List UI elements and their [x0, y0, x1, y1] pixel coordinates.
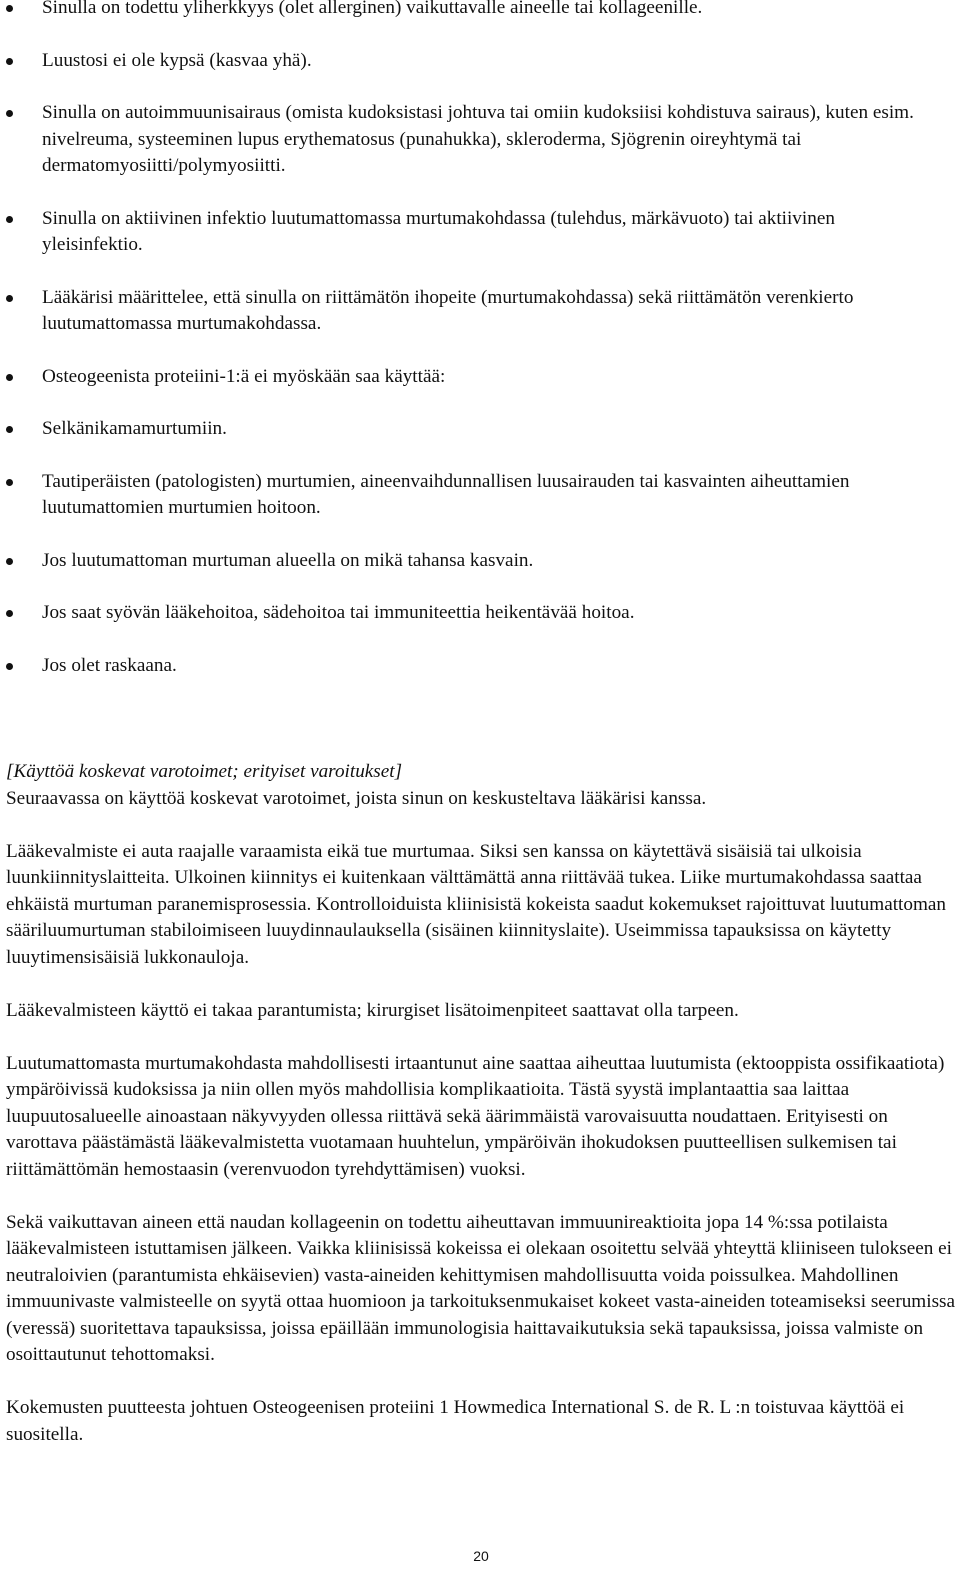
list-item: Jos saat syövän lääkehoitoa, sädehoitoa tai immuniteettia heikentävää hoitoa. — [0, 600, 960, 627]
list-item: Sinulla on autoimmuunisairaus (omista kudoksistasi johtuva tai omiin kudoksiisi kohdistuva sairaus), kuten esim. nivelreuma, systeeminen lupus erythematosus (punahukka), skleroderma, Sjögrenin oireyhtymä tai dermatomyosiitti/polymyosiitti. — [0, 100, 960, 180]
list-item: Tautiperäisten (patologisten) murtumien, aineenvaihdunnallisen luusairauden tai kasvainten aiheuttamien luutumattomien murtumien hoitoon. — [0, 469, 960, 522]
paragraph: Luutumattomasta murtumakohdasta mahdollisesti irtaantunut aine saattaa aiheuttaa luutumista (ektooppista ossifikaatiota) ympäröivissä kudoksissa ja niin ollen myös mahdollisia komplikaatioita. Tästä syystä implantaattia saa laittaa luupuutosalueelle ainoastaan näkyvyyden ollessa riittävä sekä äärimmäistä varovaisuutta noudattaen. Erityisesti on varottava päästämästä lääkevalmistetta vuotamaan huuhtelun, ympäröivän ihokudoksen puutteellisen sulkemisen tai riittämättömän hemostaasin (verenvuodon tyrehdyttämisen) vuoksi. — [6, 1052, 945, 1180]
paragraph: Lääkevalmiste ei auta raajalle varaamista eikä tue murtumaa. Siksi sen kanssa on käytettävä sisäisiä tai ulkoisia luunkiinnityslaitteita. Ulkoinen kiinnitys ei kuitenkaan välttämättä anna riittävää tukea. Liike murtumakohdassa saattaa ehkäistä murtuman paranemisprosessia. Kontrolloiduista kliinisistä kokeista saadut kokemukset rajoittuvat luutumattoman sääriluumurtuman stabiloimiseen luuydinnaulauksella (sisäinen kiinnityslaite). Useimmissa tapauksissa on käytetty luuytimensisäisiä lukkonauloja. — [6, 840, 947, 968]
page-number: 20 — [473, 1548, 489, 1564]
list-item: Sinulla on aktiivinen infektio luutumattomassa murtumakohdassa (tulehdus, märkävuoto) tai aktiivinen yleisinfektio. — [0, 206, 960, 259]
section-heading: [Käyttöä koskevat varotoimet; erityiset varoitukset] — [6, 761, 403, 782]
list-item: Sinulla on todettu yliherkkyys (olet allerginen) vaikuttavalle aineelle tai kollageenille. — [0, 0, 960, 22]
paragraph: Lääkevalmisteen käyttö ei takaa parantumista; kirurgiset lisätoimenpiteet saattavat olla tarpeen. — [6, 999, 739, 1021]
precautions-section — [6, 759, 958, 1475]
list-item: Luustosi ei ole kypsä (kasvaa yhä). — [0, 48, 960, 75]
paragraph: Sekä vaikuttavan aineen että naudan kollageenin on todettu aiheuttavan immuunireaktioita jopa 14 %:ssa potilaista lääkevalmisteen istuttamisen jälkeen. Vaikka kliinisissä kokeissa ei olekaan osoitettu selvää yhteyttä kliiniseen tulokseen ei neutraloivien (parantumista ehkäisevien) vasta-aineiden kehittymisen mahdollisuutta voida poissulkea. Mahdollinen immuunivaste valmisteelle on syytä ottaa huomioon ja tarkoituksenmukaiset kokeet vasta-aineiden toteamiseksi seerumissa (veressä) suoritettava tapauksissa, joissa epäillään immunologisia haittavaikutuksia sekä tapauksissa, joissa valmiste on osoittautunut tehottomaksi. — [6, 1211, 956, 1365]
list-item: Lääkärisi määrittelee, että sinulla on riittämätön ihopeite (murtumakohdassa) sekä riittämätön verenkierto luutumattomassa murtumakohdassa. — [0, 285, 960, 338]
list-item: Selkänikamamurtumiin. — [0, 416, 960, 443]
paragraph: Seuraavassa on käyttöä koskevat varotoimet, joista sinun on keskusteltava lääkärisi kanssa. — [6, 787, 707, 809]
list-item: Osteogeenista proteiini-1:ä ei myöskään saa käyttää: — [0, 364, 960, 391]
list-item: Jos olet raskaana. — [0, 653, 960, 680]
paragraph: Kokemusten puutteesta johtuen Osteogeenisen proteiini 1 Howmedica International S. de R. L :n toistuvaa käyttöä ei suositella. — [6, 1397, 905, 1445]
list-item: Jos luutumattoman murtuman alueella on mikä tahansa kasvain. — [0, 548, 960, 575]
contraindication-list — [0, 0, 960, 705]
